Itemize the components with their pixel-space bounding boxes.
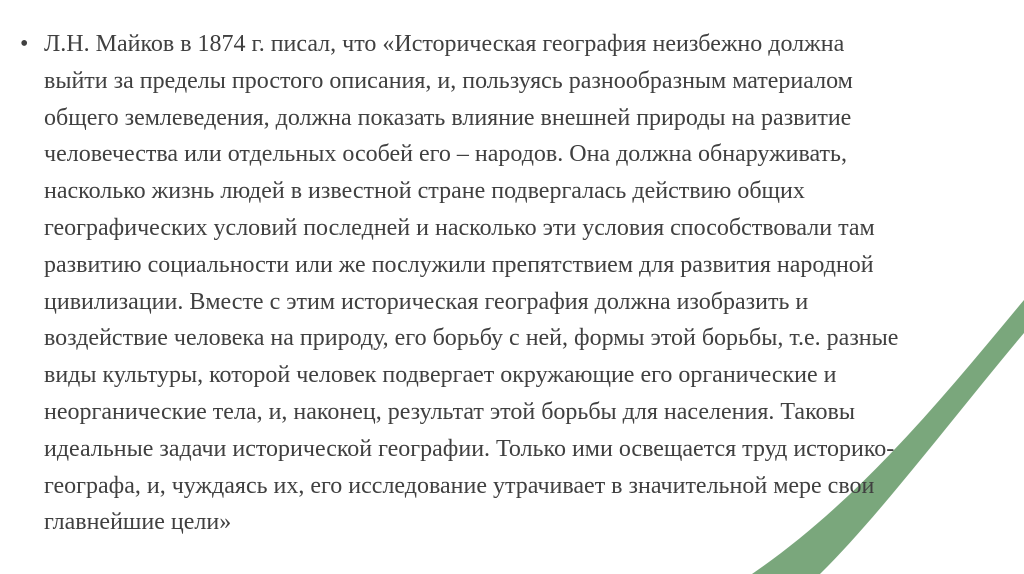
quote-line: насколько жизнь людей в известной стране подвергалась действию общих — [44, 178, 805, 205]
quote-line: развитию социальности или же послужили препятствием для развития народной — [44, 251, 874, 278]
bullet-marker: • — [20, 31, 29, 57]
quote-line: выйти за пределы простого описания, и, пользуясь разнообразным материалом — [44, 67, 853, 94]
quote-paragraph — [44, 26, 974, 541]
quote-line: общего землеведения, должна показать влияние внешней природы на развитие — [44, 104, 852, 131]
quote-line: виды культуры, которой человек подвергает окружающие его органические и — [44, 362, 837, 389]
quote-line: главнейшие цели» — [44, 509, 232, 536]
quote-line: цивилизации. Вместе с этим историческая география должна изобразить и — [44, 288, 809, 315]
quote-line: неорганические тела, и, наконец, результат этой борьбы для населения. Таковы — [44, 398, 855, 425]
quote-line: Л.Н. Майков в 1874 г. писал, что «Историческая география неизбежно должна — [44, 31, 845, 57]
quote-line: географических условий последней и насколько эти условия способствовали там — [44, 214, 875, 241]
quote-line: воздействие человека на природу, его борьбу с ней, формы этой борьбы, т.е. разные — [44, 325, 899, 352]
quote-line: человечества или отдельных особей его – народов. Она должна обнаруживать, — [44, 141, 847, 168]
quote-line: географа, и, чуждаясь их, его исследование утрачивает в значительной мере свои — [44, 472, 875, 499]
quote-line: идеальные задачи исторической географии. Только ими освещается труд историко- — [44, 435, 895, 462]
